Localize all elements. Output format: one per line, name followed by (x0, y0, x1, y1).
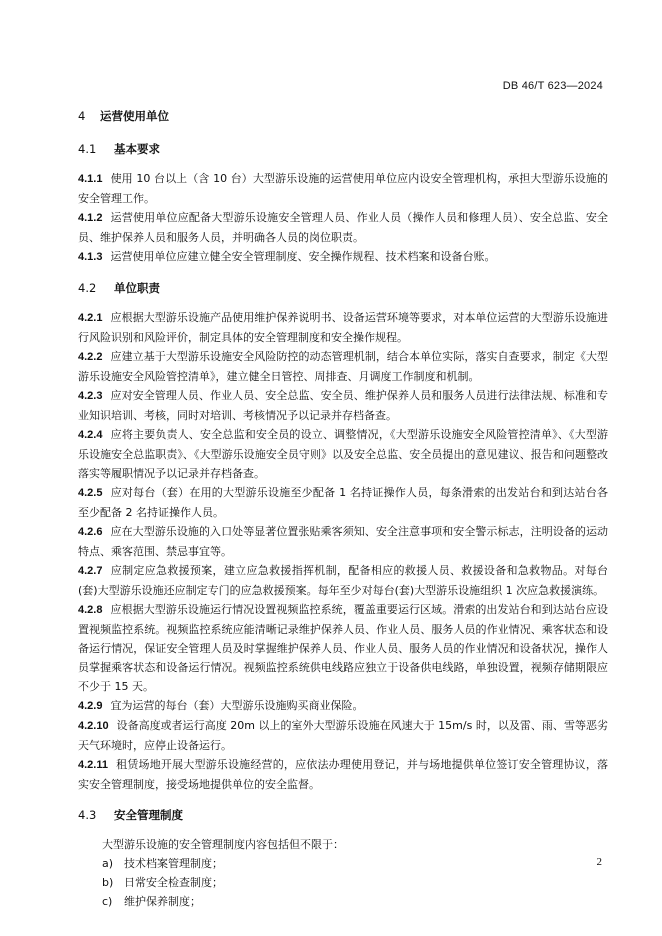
clause-number: 4.1.1 (78, 173, 103, 185)
clause-number: 4.2.4 (78, 429, 103, 441)
clause-number: 4.2.11 (78, 759, 108, 771)
clause-4-2-5 (78, 483, 608, 522)
list-item-text: 技术档案管理制度； (124, 857, 223, 870)
clause-4-2-3 (78, 386, 608, 425)
clause-number: 4.2.8 (78, 604, 103, 616)
subsection-number: 4.2 (78, 281, 97, 295)
clause-4-2-8 (78, 600, 608, 696)
subsection-heading-4-1 (78, 142, 608, 157)
clause-4-2-6 (78, 522, 608, 561)
list-item-text: 日常安全检查制度； (124, 876, 223, 889)
clause-4-2-11 (78, 755, 608, 794)
clause-text: 宜为运营的每台（套）大型游乐设施购买商业保险。 (110, 699, 364, 712)
list-item (78, 873, 608, 892)
clause-4-1-3 (78, 247, 608, 267)
clause-text: 应根据大型游乐设施产品使用维护保养说明书、设备运营环境等要求，对本单位运营的大型游乐设施进行风险识别和风险评价，制定具体的安全管理制度和安全操作规程。 (78, 311, 608, 344)
page-number: 2 (596, 856, 602, 868)
clause-4-2-4 (78, 425, 608, 483)
clause-text: 应制定应急救援预案，建立应急救援指挥机制，配备相应的救援人员、救援设备和急救物品。对每台(套)大型游乐设施还应制定专门的应急救援预案。每年至少对每台(套)大型游乐设施组织 1 次应急救援演练。 (78, 564, 608, 597)
clause-text: 应根据大型游乐设施运行情况设置视频监控系统，覆盖重要运行区域。滑索的出发站台和到达站台应设置视频监控系统。视频监控系统应能清晰记录维护保养人员、作业人员、服务人员的作业情况、乘客状态和设备运行情况，保证安全管理人员及时掌握维护保养人员、作业人员、服务人员的作业情况和设备状况，操作人员掌握乘客状态和设备运行情况。视频监控系统供电线路应独立于设备供电线路，单独设置，视频存储期限应不少于 15 天。 (78, 603, 608, 693)
clause-4-1-1 (78, 169, 608, 208)
subsection-intro: 大型游乐设施的安全管理制度内容包括但不限于： (102, 838, 344, 851)
list-marker: b) (102, 876, 114, 889)
clause-number: 4.2.2 (78, 351, 103, 363)
clause-text: 使用 10 台以上（含 10 台）大型游乐设施的运营使用单位应内设安全管理机构，承担大型游乐设施的安全管理工作。 (78, 172, 608, 205)
clause-text: 应将主要负责人、安全总监和安全员的设立、调整情况，《大型游乐设施安全风险管控清单》、《大型游乐设施安全总监职责》、《大型游乐设施安全员守则》以及安全总监、安全员提出的意见建议、报告和问题整改落实等履职情况予以记录并存档备查。 (78, 428, 608, 480)
clause-number: 4.2.7 (78, 565, 103, 577)
clause-text: 应在大型游乐设施的入口处等显著位置张贴乘客须知、安全注意事项和安全警示标志，注明设备的运动特点、乘客范围、禁忌事宜等。 (78, 525, 608, 558)
subsection-heading-4-3 (78, 808, 608, 823)
clause-4-1-2 (78, 208, 608, 247)
clause-text: 应对每台（套）在用的大型游乐设施至少配备 1 名持证操作人员，每条滑索的出发站台和到达站台各至少配备 2 名持证操作人员。 (78, 486, 608, 519)
clause-text: 应建立基于大型游乐设施安全风险防控的动态管理机制，结合本单位实际，落实自查要求，制定《大型游乐设施安全风险管控清单》，建立健全日管控、周排查、月调度工作制度和机制。 (78, 350, 608, 383)
clause-4-2-10 (78, 716, 608, 755)
clause-4-2-1 (78, 308, 608, 347)
list-marker: a) (102, 857, 114, 870)
clause-4-2-9 (78, 696, 608, 716)
clause-number: 4.2.10 (78, 720, 109, 732)
clause-number: 4.2.5 (78, 487, 103, 499)
subsection-number: 4.1 (78, 142, 97, 156)
list-item-text: 维护保养制度； (124, 895, 201, 908)
section-heading (78, 109, 608, 124)
clause-text: 运营使用单位应建立健全安全管理制度、安全操作规程、技术档案和设备台账。 (110, 250, 496, 263)
clause-number: 4.2.3 (78, 390, 103, 402)
subsection-number: 4.3 (78, 808, 97, 822)
subsection-heading-4-2 (78, 281, 608, 296)
clause-number: 4.2.1 (78, 312, 103, 324)
clause-text: 设备高度或者运行高度 20m 以上的室外大型游乐设施在风速大于 15m/s 时，以及雷、雨、雪等恶劣天气环境时，应停止设备运行。 (78, 719, 608, 752)
document-body (78, 109, 608, 911)
clause-text: 应对安全管理人员、作业人员、安全总监、安全员、维护保养人员和服务人员进行法律法规、标准和专业知识培训、考核，同时对培训、考核情况予以记录并存档备查。 (78, 389, 608, 422)
clause-number: 4.1.3 (78, 251, 103, 263)
clause-text: 租赁场地开展大型游乐设施经营的，应依法办理使用登记，并与场地提供单位签订安全管理协议，落实安全管理制度，接受场地提供单位的安全监督。 (78, 758, 608, 791)
list-item (78, 854, 608, 873)
clause-number: 4.2.6 (78, 526, 103, 538)
clause-number: 4.1.2 (78, 212, 103, 224)
list-item (78, 892, 608, 911)
subsection-title-text: 单位职责 (114, 281, 160, 295)
standard-code: DB 46/T 623—2024 (502, 80, 603, 92)
list-marker: c) (102, 895, 113, 908)
clause-text: 运营使用单位应配备大型游乐设施安全管理人员、作业人员（操作人员和修理人员）、安全总监、安全员、维护保养人员和服务人员，并明确各人员的岗位职责。 (78, 211, 608, 244)
subsection-title-text: 基本要求 (114, 142, 160, 156)
section-number: 4 (78, 109, 86, 123)
subsection-title-text: 安全管理制度 (114, 808, 183, 822)
clause-number: 4.2.9 (78, 700, 103, 712)
clause-4-2-7 (78, 561, 608, 600)
clause-4-2-2 (78, 347, 608, 386)
section-title-text: 运营使用单位 (100, 109, 169, 123)
